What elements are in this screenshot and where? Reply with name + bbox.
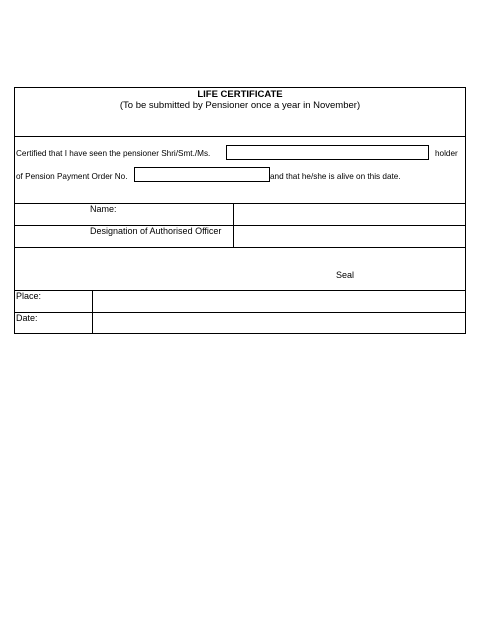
- place-field[interactable]: [93, 291, 465, 311]
- date-label: Date:: [16, 313, 38, 323]
- certificate-line2-suffix: and that he/she is alive on this date.: [270, 172, 401, 181]
- officer-name-field[interactable]: [234, 204, 465, 224]
- divider-designation: [15, 247, 465, 248]
- date-field[interactable]: [93, 313, 465, 333]
- officer-designation-label: Designation of Authorised Officer: [90, 226, 222, 236]
- officer-name-label: Name:: [90, 204, 117, 214]
- certificate-line2-prefix: of Pension Payment Order No.: [16, 172, 128, 181]
- pensioner-name-field[interactable]: [226, 145, 429, 160]
- officer-designation-field[interactable]: [234, 226, 465, 246]
- place-label: Place:: [16, 291, 42, 301]
- certificate-line1-suffix: holder: [435, 149, 458, 158]
- certificate-line1-prefix: Certified that I have seen the pensioner Shri/Smt./Ms.: [16, 149, 211, 158]
- form-title: LIFE CERTIFICATE: [197, 89, 283, 100]
- ppo-number-field[interactable]: [134, 167, 270, 182]
- form-subtitle: (To be submitted by Pensioner once a year in November): [119, 100, 361, 111]
- life-certificate-form: [14, 87, 466, 334]
- divider-header: [15, 136, 465, 137]
- seal-label: Seal: [336, 270, 355, 280]
